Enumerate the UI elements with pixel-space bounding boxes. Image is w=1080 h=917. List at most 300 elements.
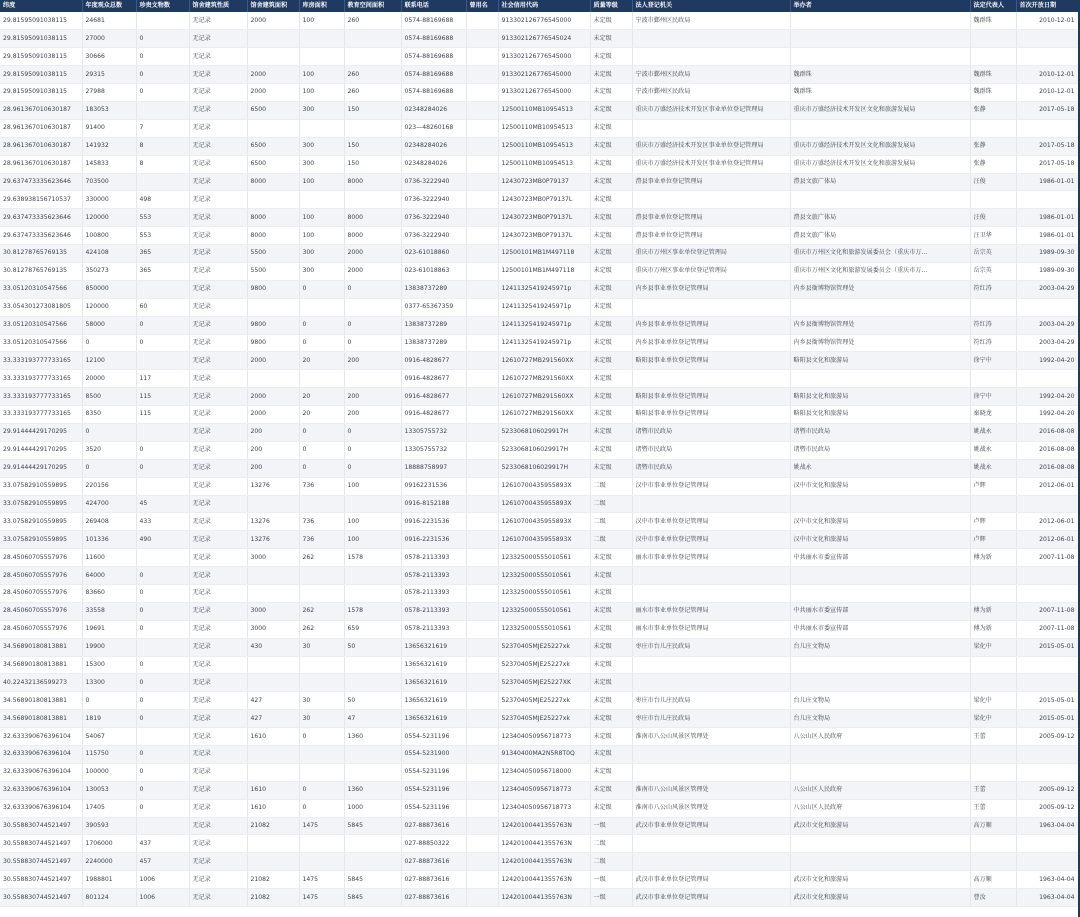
table-cell: 12430723MB0P79137 xyxy=(498,173,590,191)
table-cell: 1963-04-04 xyxy=(1016,871,1078,889)
table-cell xyxy=(136,549,189,567)
table-cell: 姚战永 xyxy=(790,459,970,477)
table-cell: 1986-01-01 xyxy=(1016,173,1078,191)
table-cell: 09162231536 xyxy=(401,477,466,495)
table-cell: 0578-2113393 xyxy=(401,585,466,603)
table-cell: 027-88873616 xyxy=(401,871,466,889)
column-header[interactable]: 法定代表人 xyxy=(970,0,1016,12)
table-cell: 200 xyxy=(247,459,299,477)
table-cell: 12500110MB10954513 xyxy=(498,119,590,137)
table-cell xyxy=(299,191,344,209)
table-cell xyxy=(790,656,970,674)
table-row[interactable] xyxy=(0,585,1078,603)
table-cell: 淮南市八公山风景区管理处 xyxy=(632,781,790,799)
table-cell: 0 xyxy=(299,728,344,746)
table-row[interactable] xyxy=(0,674,1078,692)
table-cell xyxy=(790,763,970,781)
table-cell: 28.961367010630187 xyxy=(0,137,82,155)
table-cell: 未定级 xyxy=(590,155,632,173)
table-cell xyxy=(344,763,401,781)
column-header[interactable]: 教育空间面积 xyxy=(344,0,401,12)
table-cell: 无记录 xyxy=(189,388,247,406)
table-row[interactable] xyxy=(0,746,1078,764)
table-cell: 二级 xyxy=(590,835,632,853)
table-cell: 200 xyxy=(344,406,401,424)
table-cell: 未定级 xyxy=(590,334,632,352)
table-cell xyxy=(790,12,970,30)
table-row[interactable] xyxy=(0,388,1078,406)
table-cell: 28.45060705557976 xyxy=(0,567,82,585)
table-row[interactable] xyxy=(0,101,1078,119)
table-row[interactable] xyxy=(0,567,1078,585)
table-row[interactable] xyxy=(0,423,1078,441)
table-row[interactable] xyxy=(0,48,1078,66)
table-cell: 12420100441355763N xyxy=(498,853,590,871)
table-cell: 13656321619 xyxy=(401,692,466,710)
table-cell xyxy=(466,316,498,334)
column-header[interactable]: 社会信用代码 xyxy=(498,0,590,12)
table-cell: 64000 xyxy=(82,567,136,585)
column-header[interactable]: 首次开放日期 xyxy=(1016,0,1078,12)
table-cell: 0916-4828677 xyxy=(401,406,466,424)
table-cell xyxy=(247,370,299,388)
table-cell: 重庆市万盛经济技术开发区事业单位登记管理局 xyxy=(632,137,790,155)
column-header[interactable]: 馆舍建筑面积 xyxy=(247,0,299,12)
table-cell: 33.33319377773316​5 xyxy=(0,406,82,424)
table-cell: 重庆市万盛经济技术开发区文化和旅游发展局 xyxy=(790,101,970,119)
table-cell: 100 xyxy=(299,173,344,191)
table-cell xyxy=(466,531,498,549)
table-row[interactable] xyxy=(0,370,1078,388)
table-cell: 未定级 xyxy=(590,728,632,746)
table-row[interactable] xyxy=(0,692,1078,710)
table-cell: 91400 xyxy=(82,119,136,137)
column-header[interactable]: 馆舍建筑性质 xyxy=(189,0,247,12)
table-cell: 0 xyxy=(299,459,344,477)
table-cell: 6500 xyxy=(247,101,299,119)
table-cell: 重庆市万州区事业单位登记管理局 xyxy=(632,245,790,263)
table-cell: 13276 xyxy=(247,531,299,549)
table-row[interactable] xyxy=(0,602,1078,620)
table-cell: 曹汝 xyxy=(970,889,1016,907)
table-cell: 20 xyxy=(299,406,344,424)
table-cell: 12430723MB0P79137L xyxy=(498,227,590,245)
table-cell xyxy=(466,334,498,352)
table-cell: 736 xyxy=(299,531,344,549)
table-row[interactable] xyxy=(0,531,1078,549)
table-cell: 29.637473335623646 xyxy=(0,173,82,191)
table-row[interactable] xyxy=(0,352,1078,370)
table-cell: 32.63339067639610​4 xyxy=(0,746,82,764)
table-cell xyxy=(136,477,189,495)
table-cell: 0 xyxy=(82,459,136,477)
table-row[interactable] xyxy=(0,245,1078,263)
table-cell: 100 xyxy=(299,12,344,30)
table-cell: 秦晓龙 xyxy=(970,406,1016,424)
table-cell: 2010-12-01 xyxy=(1016,12,1078,30)
table-cell: 重庆市万州区事业单位登记管理局 xyxy=(632,262,790,280)
table-cell: 12500110MB10954513 xyxy=(498,155,590,173)
table-cell: 430 xyxy=(247,638,299,656)
table-row[interactable] xyxy=(0,30,1078,48)
table-cell: 30.55883074452149​7 xyxy=(0,853,82,871)
table-row[interactable] xyxy=(0,12,1078,30)
table-cell: 2000 xyxy=(247,66,299,84)
table-row[interactable] xyxy=(0,191,1078,209)
table-cell: 32.63339067639610​4 xyxy=(0,728,82,746)
table-cell: 张静 xyxy=(970,101,1016,119)
table-cell: 3000 xyxy=(247,620,299,638)
table-cell: 略阳县文化和旅游局 xyxy=(790,388,970,406)
table-cell: 一级 xyxy=(590,871,632,889)
table-cell: 150 xyxy=(344,155,401,173)
table-cell xyxy=(466,137,498,155)
table-cell: 12411325419245971p xyxy=(498,334,590,352)
table-cell: 1610 xyxy=(247,781,299,799)
table-cell: 13838737289 xyxy=(401,334,466,352)
table-row[interactable] xyxy=(0,799,1078,817)
table-cell xyxy=(466,799,498,817)
table-cell: 33558 xyxy=(82,602,136,620)
column-header[interactable]: 质量等级 xyxy=(590,0,632,12)
table-row[interactable] xyxy=(0,119,1078,137)
table-cell: 30.55883074452149​7 xyxy=(0,817,82,835)
table-cell: 200 xyxy=(344,352,401,370)
table-row[interactable] xyxy=(0,459,1078,477)
table-cell: 1989-09-30 xyxy=(1016,245,1078,263)
table-row[interactable] xyxy=(0,710,1078,728)
table-cell: 0736-3222940 xyxy=(401,209,466,227)
table-cell: 0574-88169688 xyxy=(401,12,466,30)
table-cell: 350273 xyxy=(82,262,136,280)
table-row[interactable] xyxy=(0,316,1078,334)
table-cell: 内乡县衙博物馆管理处 xyxy=(790,280,970,298)
table-cell xyxy=(632,298,790,316)
table-cell xyxy=(466,585,498,603)
table-cell: 8000 xyxy=(344,209,401,227)
table-cell: 重庆市万盛经济技术开发区事业单位登记管理局 xyxy=(632,155,790,173)
table-cell xyxy=(466,495,498,513)
table-cell xyxy=(790,191,970,209)
table-cell: 3000 xyxy=(247,549,299,567)
table-cell xyxy=(466,656,498,674)
table-row[interactable] xyxy=(0,477,1078,495)
table-cell: 0 xyxy=(299,799,344,817)
table-cell: 123325000555010561 xyxy=(498,585,590,603)
table-cell xyxy=(632,763,790,781)
table-row[interactable] xyxy=(0,549,1078,567)
table-cell xyxy=(344,853,401,871)
table-cell: 12610700435955893X xyxy=(498,477,590,495)
table-cell: 913302126776545000 xyxy=(498,66,590,84)
table-row[interactable] xyxy=(0,871,1078,889)
table-row[interactable] xyxy=(0,835,1078,853)
table-row[interactable] xyxy=(0,656,1078,674)
table-cell: 13656321619 xyxy=(401,674,466,692)
table-cell: 未定级 xyxy=(590,137,632,155)
table-cell: 9800 xyxy=(247,334,299,352)
table-row[interactable] xyxy=(0,495,1078,513)
header-row xyxy=(0,0,1078,12)
table-cell: 汉中市事业单位登记管理局 xyxy=(632,477,790,495)
table-cell: 30666 xyxy=(82,48,136,66)
table-cell: 115750 xyxy=(82,746,136,764)
table-cell: 40.22432136599273 xyxy=(0,674,82,692)
column-header[interactable]: 年度观众总数 xyxy=(82,0,136,12)
table-cell: 3520 xyxy=(82,441,136,459)
table-row[interactable] xyxy=(0,817,1078,835)
table-cell xyxy=(790,48,970,66)
table-cell: 12420100441355763N xyxy=(498,817,590,835)
table-cell: 269408 xyxy=(82,513,136,531)
table-cell: 0736-3222940 xyxy=(401,173,466,191)
table-cell: 1006 xyxy=(136,889,189,907)
table-cell: 33.33319377773316​5 xyxy=(0,352,82,370)
table-cell xyxy=(790,746,970,764)
table-cell: 33.07582910559895 xyxy=(0,513,82,531)
table-cell: 0574-88169688 xyxy=(401,30,466,48)
table-cell xyxy=(466,101,498,119)
table-cell: 0916-2231536 xyxy=(401,531,466,549)
table-cell: 诸暨市民政局 xyxy=(632,423,790,441)
table-row[interactable] xyxy=(0,298,1078,316)
table-cell: 200 xyxy=(344,388,401,406)
table-cell xyxy=(247,746,299,764)
table-row[interactable] xyxy=(0,763,1078,781)
table-cell: 无记录 xyxy=(189,477,247,495)
table-cell: 9800 xyxy=(247,316,299,334)
table-cell: 13656321619 xyxy=(401,638,466,656)
table-cell: 5845 xyxy=(344,889,401,907)
table-cell: 027-88873616 xyxy=(401,817,466,835)
table-cell xyxy=(790,567,970,585)
table-cell: 424108 xyxy=(82,245,136,263)
table-cell: 宁波市鄞州区民政局 xyxy=(632,12,790,30)
table-cell: 023—48260168 xyxy=(401,119,466,137)
table-cell: 0 xyxy=(136,781,189,799)
table-cell xyxy=(632,835,790,853)
table-cell: 八公山区人民政府 xyxy=(790,728,970,746)
table-cell: 无记录 xyxy=(189,656,247,674)
table-cell: 34.56890180813881 xyxy=(0,656,82,674)
table-cell xyxy=(466,48,498,66)
table-cell: 无记录 xyxy=(189,370,247,388)
table-cell: 0916-2231536 xyxy=(401,513,466,531)
table-row[interactable] xyxy=(0,334,1078,352)
table-cell: 0 xyxy=(82,423,136,441)
table-cell: 120000 xyxy=(82,298,136,316)
table-cell: 未定级 xyxy=(590,370,632,388)
table-row[interactable] xyxy=(0,513,1078,531)
table-cell: 2015-05-01 xyxy=(1016,692,1078,710)
table-cell: 123404050956718773 xyxy=(498,799,590,817)
table-cell: 汪俊 xyxy=(970,173,1016,191)
table-cell: 2016-08-08 xyxy=(1016,459,1078,477)
table-row[interactable] xyxy=(0,173,1078,191)
table-cell: 300 xyxy=(299,137,344,155)
column-header[interactable]: 库房面积 xyxy=(299,0,344,12)
column-header[interactable]: 曾用名 xyxy=(466,0,498,12)
table-cell: 33.05120310547566 xyxy=(0,316,82,334)
table-cell: 0574-88169688 xyxy=(401,48,466,66)
table-cell: 12610700435955893X xyxy=(498,513,590,531)
table-cell: 21082 xyxy=(247,817,299,835)
table-cell: 19900 xyxy=(82,638,136,656)
table-cell xyxy=(299,495,344,513)
table-cell: 未定级 xyxy=(590,710,632,728)
table-cell: 659 xyxy=(344,620,401,638)
table-cell: 澧县文旅广体局 xyxy=(790,173,970,191)
table-row[interactable] xyxy=(0,262,1078,280)
column-header[interactable]: 法人登记机关 xyxy=(632,0,790,12)
table-cell: 29.91444429170295 xyxy=(0,441,82,459)
table-cell: 无记录 xyxy=(189,227,247,245)
table-cell: 52330681060299​17H xyxy=(498,459,590,477)
table-cell: 武汉市文化和旅游局 xyxy=(790,817,970,835)
column-header[interactable]: 举办者 xyxy=(790,0,970,12)
table-cell: 300 xyxy=(299,262,344,280)
table-cell: 33.05120310547566 xyxy=(0,280,82,298)
table-cell: 12430723MB0P79137L xyxy=(498,191,590,209)
table-cell: 83660 xyxy=(82,585,136,603)
table-cell: 30 xyxy=(299,638,344,656)
table-cell xyxy=(466,84,498,102)
table-cell: 澧县文旅广体局 xyxy=(790,209,970,227)
table-cell: 19691 xyxy=(82,620,136,638)
table-cell: 0 xyxy=(344,423,401,441)
table-cell: 260 xyxy=(344,66,401,84)
table-row[interactable] xyxy=(0,227,1078,245)
table-cell xyxy=(136,280,189,298)
table-cell xyxy=(790,30,970,48)
table-cell xyxy=(344,30,401,48)
table-cell: 12610727MB291560XX xyxy=(498,406,590,424)
table-cell: 王蕾 xyxy=(970,799,1016,817)
table-row[interactable] xyxy=(0,441,1078,459)
table-cell: 13305755732 xyxy=(401,441,466,459)
table-cell: 703500 xyxy=(82,173,136,191)
column-header[interactable]: 联系电话 xyxy=(401,0,466,12)
table-cell: 02348284026 xyxy=(401,101,466,119)
table-cell: 12420100441355763N xyxy=(498,835,590,853)
table-cell: 宁波市鄞州区民政局 xyxy=(632,84,790,102)
table-cell: 200 xyxy=(247,441,299,459)
table-cell xyxy=(466,620,498,638)
table-cell: 2015-05-01 xyxy=(1016,638,1078,656)
table-cell: 30 xyxy=(299,692,344,710)
table-cell: 29.91444429170295 xyxy=(0,423,82,441)
table-cell: 无记录 xyxy=(189,692,247,710)
table-cell: 12411325419245971p xyxy=(498,316,590,334)
table-cell: 2015-05-01 xyxy=(1016,710,1078,728)
table-cell: 736 xyxy=(299,513,344,531)
table-cell: 12610700435955893X xyxy=(498,495,590,513)
table-cell: 0 xyxy=(344,334,401,352)
table-cell xyxy=(466,567,498,585)
table-cell xyxy=(632,48,790,66)
table-cell: 无记录 xyxy=(189,66,247,84)
table-cell: 29.638938156710537 xyxy=(0,191,82,209)
table-cell xyxy=(466,781,498,799)
table-row[interactable] xyxy=(0,620,1078,638)
table-cell: 027-88850322 xyxy=(401,835,466,853)
table-row[interactable] xyxy=(0,728,1078,746)
table-cell: 2000 xyxy=(344,245,401,263)
table-cell xyxy=(632,674,790,692)
table-cell: 2000 xyxy=(247,12,299,30)
table-cell xyxy=(344,48,401,66)
table-cell: 115 xyxy=(136,406,189,424)
table-row[interactable] xyxy=(0,155,1078,173)
table-cell xyxy=(970,746,1016,764)
table-row[interactable] xyxy=(0,853,1078,871)
table-cell: 未定级 xyxy=(590,12,632,30)
table-cell: 553 xyxy=(136,209,189,227)
table-cell: 21082 xyxy=(247,889,299,907)
table-cell xyxy=(299,835,344,853)
table-cell xyxy=(632,191,790,209)
table-cell: 2000 xyxy=(247,84,299,102)
table-cell: 梁化中 xyxy=(970,692,1016,710)
table-cell: 宁波市鄞州区民政局 xyxy=(632,66,790,84)
table-cell: 0 xyxy=(136,746,189,764)
table-cell: 58000 xyxy=(82,316,136,334)
table-cell: 100800 xyxy=(82,227,136,245)
table-cell: 0916-8152188 xyxy=(401,495,466,513)
table-cell: 0 xyxy=(136,692,189,710)
table-row[interactable] xyxy=(0,84,1078,102)
table-cell: 1819 xyxy=(82,710,136,728)
table-cell xyxy=(247,495,299,513)
column-header[interactable]: 纬度 xyxy=(0,0,82,12)
table-cell: 12610727MB291560XX xyxy=(498,388,590,406)
table-cell: 33.33319377773316​5 xyxy=(0,388,82,406)
table-cell: 未定级 xyxy=(590,48,632,66)
column-header[interactable]: 珍贵文物数 xyxy=(136,0,189,12)
table-cell: 100 xyxy=(299,84,344,102)
table-cell xyxy=(299,763,344,781)
table-cell: 424700 xyxy=(82,495,136,513)
table-cell xyxy=(970,495,1016,513)
table-row[interactable] xyxy=(0,781,1078,799)
table-cell: 0 xyxy=(136,66,189,84)
table-row[interactable] xyxy=(0,889,1078,907)
table-cell: 457 xyxy=(136,853,189,871)
table-cell: 913302126776545024 xyxy=(498,30,590,48)
table-cell: 0554-5231196 xyxy=(401,799,466,817)
table-cell: 145833 xyxy=(82,155,136,173)
table-cell xyxy=(970,674,1016,692)
table-row[interactable] xyxy=(0,66,1078,84)
table-row[interactable] xyxy=(0,280,1078,298)
table-row[interactable] xyxy=(0,406,1078,424)
table-cell xyxy=(466,406,498,424)
table-cell xyxy=(466,298,498,316)
table-cell: 王蕾 xyxy=(970,728,1016,746)
table-row[interactable] xyxy=(0,209,1078,227)
table-cell: 32.63339067639610​4 xyxy=(0,781,82,799)
table-cell xyxy=(632,567,790,585)
table-cell: 未定级 xyxy=(590,423,632,441)
table-cell: 120000 xyxy=(82,209,136,227)
table-row[interactable] xyxy=(0,137,1078,155)
table-cell: 未定级 xyxy=(590,352,632,370)
table-row[interactable] xyxy=(0,638,1078,656)
table-cell: 无记录 xyxy=(189,459,247,477)
table-cell: 符红涛 xyxy=(970,334,1016,352)
table-cell: 未定级 xyxy=(590,173,632,191)
table-cell xyxy=(247,30,299,48)
